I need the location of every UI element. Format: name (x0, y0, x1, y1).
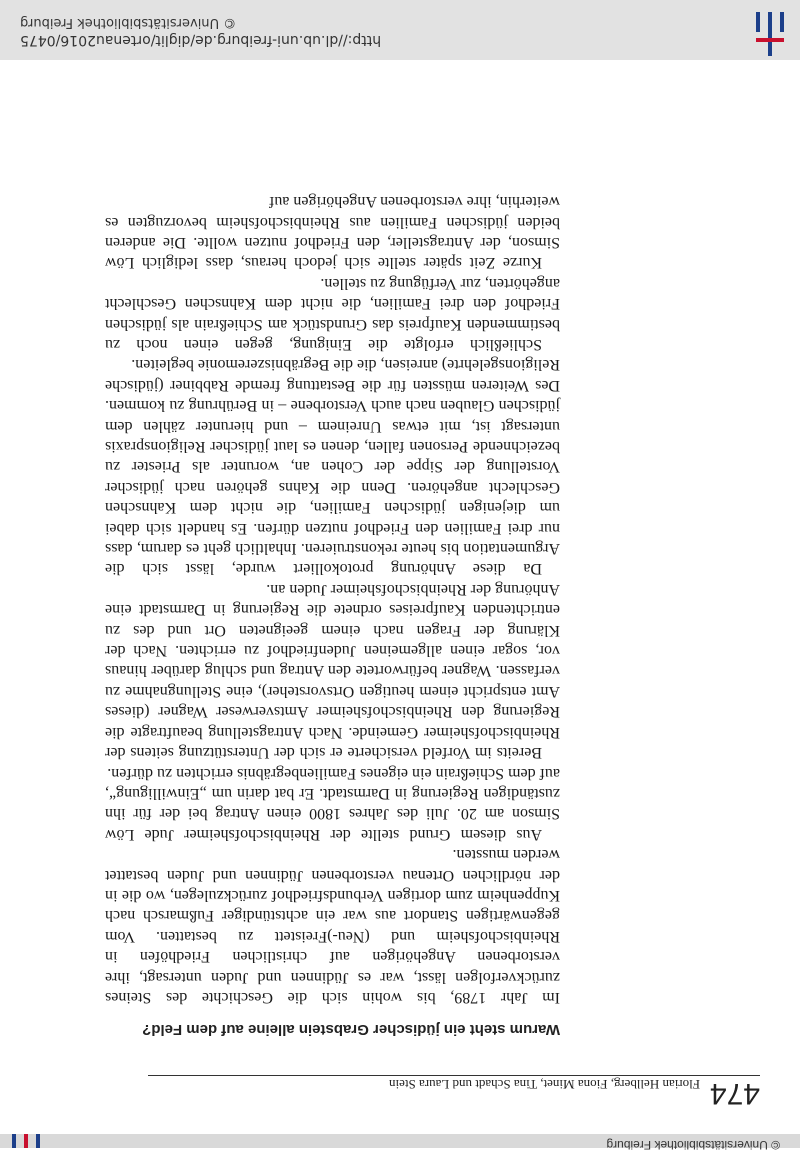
paragraph: Kurze Zeit später stellte sich jedoch heraus, dass lediglich Löw Simson, der Antragsteller, den Friedhof nutzen wollte. Die anderen beiden jüdischen Familien aus Rheinbischofsheim bevorzugten es weiterhin, ihre verstorbenen Angehörigen auf (105, 193, 560, 272)
source-url-link[interactable]: http://dl.ub.uni-freiburg.de/diglit/ortenau2016/0475 (20, 32, 382, 48)
paragraph: Im Jahr 1789, bis wohin sich die Geschichte des Steines zurückverfolgen lässt, war es Jüdinnen und Juden untersagt, ihre verstorbenen Angehörigen auf christlichen Friedhöfen in Rheinbischofsheim und (Neu-)Freistett zu bestatten. Vom gegenwärtigen Standort aus war ein achtstündiger Fußmarsch nach Kuppenheim zum dortigen Verbundsfriedhof zurückzulegen, wo die in der nördlichen Ortenau verstorbenen Jüdinnen und Juden bestattet werden mussten. (105, 846, 560, 1006)
footer-bar (0, 0, 800, 60)
footer-copyright: © Universitätsbibliothek Freiburg (20, 15, 237, 30)
paragraph: Aus diesem Grund stellte der Rheinbischofsheimer Jude Löw Simson am 20. Juli des Jahres 1800 einen Antrag bei der für ihn zuständigen Regierung in Darmstadt. Er bat darin um „Einwilligung“, auf dem Schießrain ein eigenes Familienbegräbnis errichten zu dürfen. (105, 764, 560, 843)
paragraph: Bereits im Vorfeld versicherte er sich der Unterstützung seitens der Rheinbischofsheimer Gemeinde. Nach Antragstellung beauftragte die Regierung den Rheinbischofsheimer Amtsverweser Wagner (dieses Amt entspricht einem heutigen Ortsvorsteher), eine Stellungnahme zu verfassen. Wagner befürwortete den Antrag und schlug darüber hinaus vor, sogar einen allgemeinen Judenfriedhof zu errichten. Nach der Klärung der Fragen nach einem geeigneten Ort und des zu entrichtenden Kaufpreises ordnete die Regierung in Darmstadt eine Anhörung der Rheinbischofsheimer Juden an. (105, 580, 560, 762)
top-bar (0, 1134, 800, 1152)
page-number: 474 (709, 1077, 760, 1110)
paragraph: Da diese Anhörung protokolliert wurde, lässt sich die Argumentation bis heute rekonstruieren. Inhaltlich geht es darum, dass nur drei Familien den Friedhof nutzen dürfen. Es handelt sich dabei um diejenigen jüdischen Familien, die nicht dem Kahnschen Geschlecht angehören. Denn die Kahns gehören nach jüdischer Vorstellung der Sippe der Cohen an, worunter als Priester zu bezeichnende Personen fallen, denen es laut jüdischer Religionspraxis untersagt ist, mit etwas Unreinem – und hierunter zählen dem jüdischen Glauben nach auch Verstorbene – in Berührung zu kommen. Des Weiteren müssten für die Bestattung fremde Rabbiner (jüdische Religionsgelehrte) anreisen, die die Begräbniszeremonie begleiten. (105, 356, 560, 578)
running-header-authors: Florian Hellberg, Fiona Minet, Tina Schadt und Laura Stein (388, 1077, 700, 1092)
article-title: Warum steht ein jüdischer Grabstein alleine auf dem Feld? (142, 1021, 560, 1038)
library-logo-icon (8, 1134, 44, 1148)
paragraph: Schließlich erfolgte die Einigung, gegen einen noch zu bestimmenden Kaufpreis das Grundstück am Schießrain als jüdischen Friedhof den drei Familien, die nicht dem Kahnschen Geschlecht angehörten, zur Verfügung zu stellen. (105, 274, 560, 353)
body-text (105, 191, 560, 1007)
top-bar-text: © Universitätsbibliothek Freiburg (606, 1138, 780, 1152)
